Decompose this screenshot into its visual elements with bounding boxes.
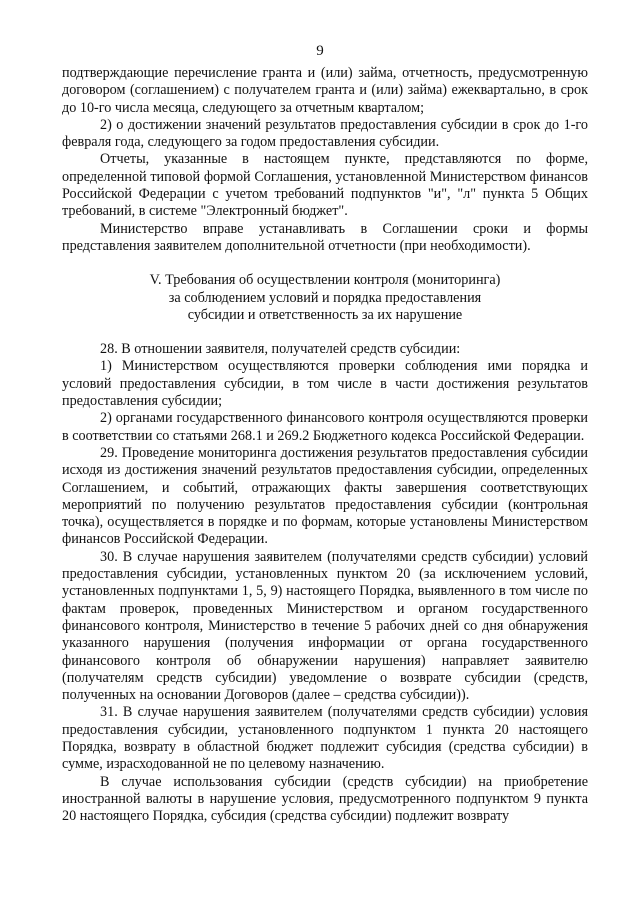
section-heading-line: за соблюдением условий и порядка предоставления <box>168 289 482 306</box>
section-heading <box>62 272 588 324</box>
section-heading-line: V. Требования об осуществлении контроля (мониторинга) <box>149 272 501 289</box>
paragraph: 30. В случае нарушения заявителем (получателями средств субсидии) условий предоставления субсидии, установленных пунктом 20 (за исключением условий, установленных подпунктами 1, 5, 9) настоящего Порядка, выявленного в том числе по фактам проверок, проведенных Министерством и органом государственного финансового контроля, Министерство в течение 5 рабочих дней со дня обнаружения указанного нарушения (получения информации от органа государственного финансового контроля об обнаружении нарушения) направляет заявителю (получателям средств субсидии) уведомление о возврате субсидии (средств, полученных на основании Договоров (далее – средства субсидии)). <box>62 548 588 704</box>
paragraph: 2) органами государственного финансового контроля осуществляются проверки в соответствии со статьями 268.1 и 269.2 Бюджетного кодекса Российской Федерации. <box>62 410 588 444</box>
spacer <box>62 255 588 272</box>
paragraph: 31. В случае нарушения заявителем (получателями средств субсидии) условия предоставления субсидии, установленного подпунктом 1 пункта 20 настоящего Порядка, возврату в областной бюджет подлежит субсидия (средства субсидии) в сумме, израсходованной не по целевому назначению. <box>62 704 588 773</box>
section-heading-line: субсидии и ответственность за их нарушение <box>187 306 463 323</box>
page-number: 9 <box>316 43 324 59</box>
paragraph: подтверждающие перечисление гранта и (или) займа, отчетность, предусмотренную договором (соглашением) с получателем гранта и (или) займа) ежеквартально, в срок до 10-го числа месяца, следующего за отчетным кварталом; <box>62 65 588 116</box>
document-body <box>62 65 588 825</box>
paragraph: В случае использования субсидии (средств субсидии) на приобретение иностранной валюты в нарушение условия, предусмотренного подпунктом 9 пункта 20 настоящего Порядка, субсидия (средства субсидии) подлежит возврату <box>62 773 588 825</box>
spacer <box>62 324 588 341</box>
paragraph: 29. Проведение мониторинга достижения результатов предоставления субсидии исходя из достижения значений результатов предоставления субсидии, определенных Соглашением, и событий, отражающих факты завершения соответствующих мероприятий по получению результатов предоставления субсидии (контрольная точка), осуществляется в порядке и по формам, которые установлены Министерством финансов Российской Федерации. <box>62 444 588 548</box>
paragraph: Министерство вправе устанавливать в Соглашении сроки и формы представления заявителем дополнительной отчетности (при необходимости). <box>62 220 588 254</box>
paragraph: 2) о достижении значений результатов предоставления субсидии в срок до 1-го февраля года, следующего за годом предоставления субсидии. <box>62 116 588 151</box>
paragraph: Отчеты, указанные в настоящем пункте, представляются по форме, определенной типовой формой Соглашения, установленной Министерством финансов Российской Федерации с учетом требований подпунктов "и", "л" пункта 5 Общих требований, в системе "Электронный бюджет". <box>62 151 588 220</box>
paragraph: 1) Министерством осуществляются проверки соблюдения ими порядка и условий предоставления субсидии, в том числе в части достижения результатов предоставления субсидии; <box>62 358 588 410</box>
paragraph: 28. В отношении заявителя, получателей средств субсидии: <box>100 341 461 358</box>
